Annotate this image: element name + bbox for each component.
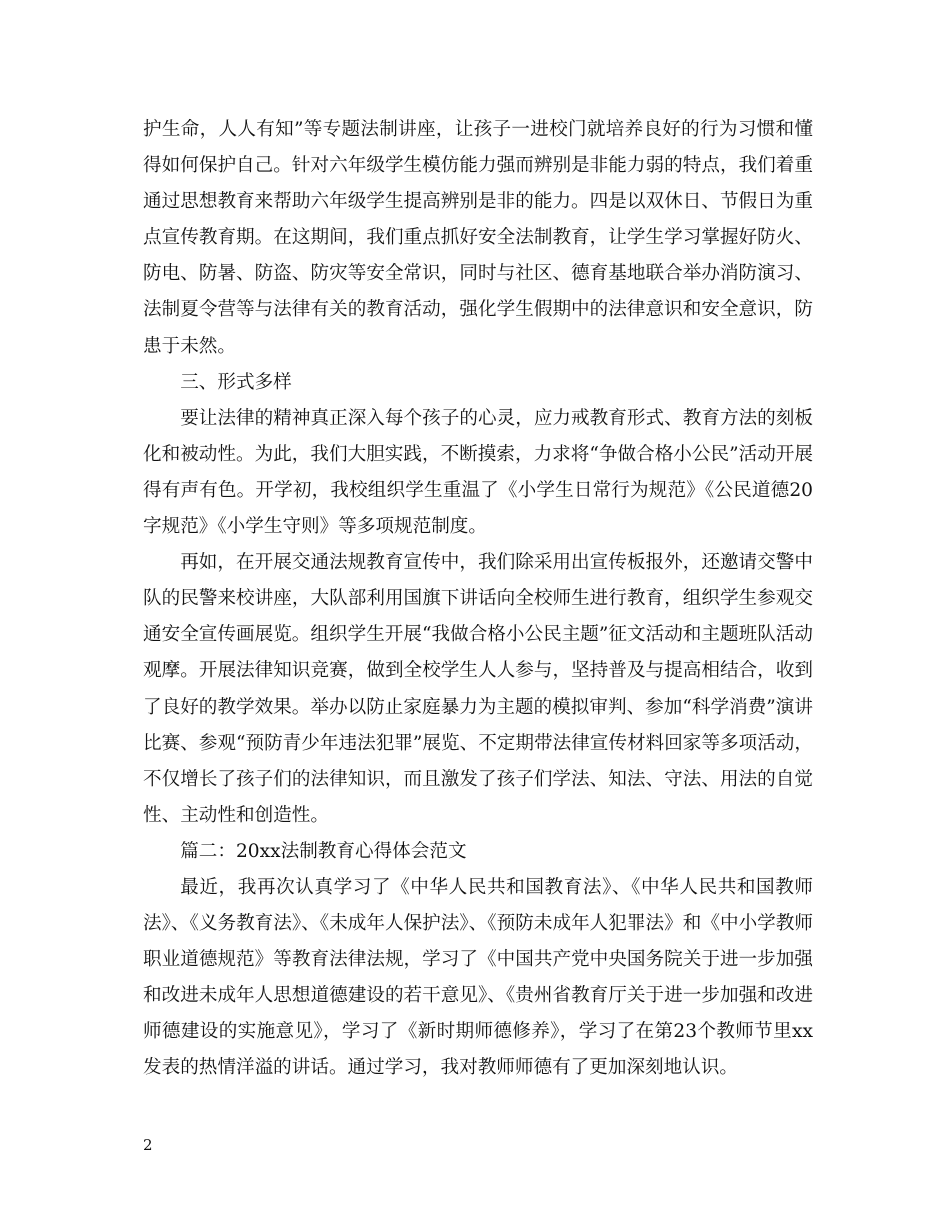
paragraph-1: 护生命，人人有知”等专题法制讲座，让孩子一进校门就培养良好的行为习惯和懂得如何保护自己。针对六年级学生模仿能力强而辨别是非能力弱的特点，我们着重通过思想教育来帮助六年级学生提高辨别是非的能力。四是以双休日、节假日为重点宣传教育期。在这期间，我们重点抓好安全法制教育，让学生学习掌握好防火、防电、防暑、防盗、防灾等安全常识，同时与社区、德育基地联合举办消防演习、法制夏令营等与法律有关的教育活动，强化学生假期中的法律意识和安全意识，防患于未然。 — [143, 119, 813, 357]
section-heading-three: 三、形式多样 — [180, 371, 292, 393]
document-body — [143, 112, 813, 1087]
paragraph-2: 要让法律的精神真正深入每个孩子的心灵，应力戒教育形式、教育方法的刻板化和被动性。为此，我们大胆实践，不断摸索，力求将“争做合格小公民”活动开展得有声有色。开学初，我校组织学生重温了《小学生日常行为规范》《公民道德20字规范》《小学生守则》等多项规范制度。 — [143, 407, 813, 538]
paragraph-4: 最近，我再次认真学习了《中华人民共和国教育法》、《中华人民共和国教师法》、《义务教育法》、《未成年人保护法》、《预防未成年人犯罪法》和《中小学教师职业道德规范》等教育法律法规，学习了《中国共产党中央国务院关于进一步加强和改进未成年人思想道德建设的若干意见》、《贵州省教育厅关于进一步加强和改进师德建设的实施意见》，学习了《新时期师德修养》，学习了在第23个教师节里xx发表的热情洋溢的讲话。通过学习，我对教师师德有了更加深刻地认识。 — [143, 876, 813, 1079]
page-number: 2 — [143, 1136, 153, 1154]
paragraph-3: 再如，在开展交通法规教育宣传中，我们除采用出宣传板报外，还邀请交警中队的民警来校讲座，大队部利用国旗下讲话向全校师生进行教育，组织学生参观交通安全宣传画展览。组织学生开展“我做合格小公民主题”征文活动和主题班队活动观摩。开展法律知识竞赛，做到全校学生人人参与，坚持普及与提高相结合，收到了良好的教学效果。举办以防止家庭暴力为主题的模拟审判、参加“科学消费”演讲比赛、参观“预防青少年违法犯罪”展览、不定期带法律宣传材料回家等多项活动，不仅增长了孩子们的法律知识，而且激发了孩子们学法、知法、守法、用法的自觉性、主动性和创造性。 — [143, 552, 813, 826]
article-two-title: 篇二：20xx法制教育心得体会范文 — [180, 840, 467, 862]
